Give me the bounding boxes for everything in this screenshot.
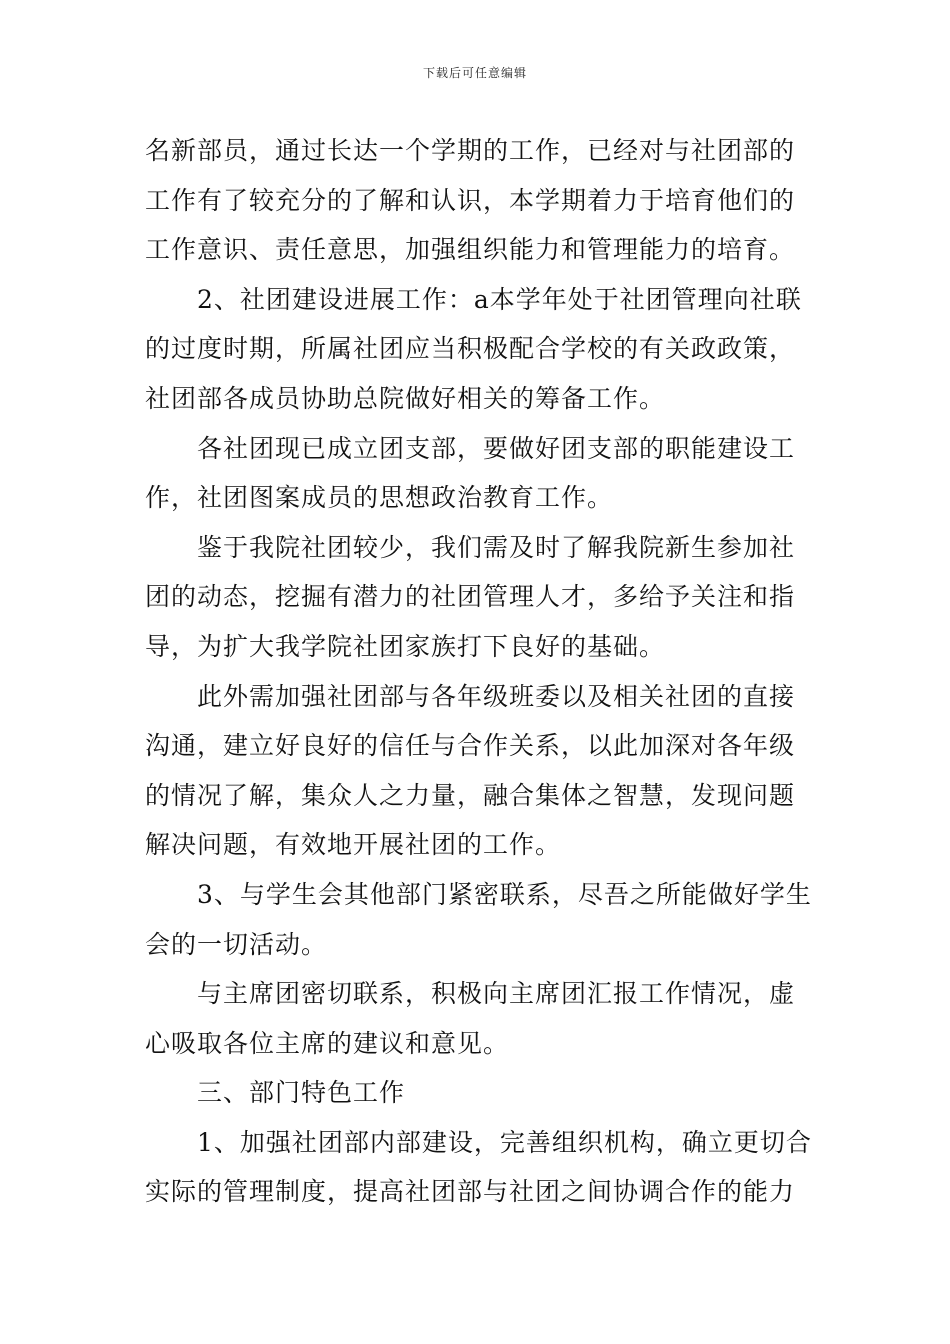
- page-header-note: 下载后可任意编辑: [422, 66, 527, 80]
- text-line: 工作意识、责任意思，加强组织能力和管理能力的培育。: [145, 235, 796, 265]
- text-line: 心吸取各位主席的建议和意见。: [145, 1028, 510, 1058]
- text-line: 的情况了解，集众人之力量，融合集体之智慧，发现问题: [145, 780, 796, 810]
- text-line: 工作有了较充分的了解和认识，本学期着力于培育他们的: [145, 185, 796, 215]
- text-line: 与主席团密切联系，积极向主席团汇报工作情况，虚: [197, 979, 796, 1009]
- text-line: 1、加强社团部内部建设，完善组织机构，确立更切合: [197, 1127, 812, 1157]
- text-line: 2、社团建设进展工作：a本学年处于社团管理向社联: [197, 284, 802, 314]
- text-line: 此外需加强社团部与各年级班委以及相关社团的直接: [197, 681, 796, 711]
- text-line: 沟通，建立好良好的信任与合作关系，以此加深对各年级: [145, 731, 796, 761]
- text-line: 作，社团图案成员的思想政治教育工作。: [145, 483, 614, 513]
- text-line: 导，为扩大我学院社团家族打下良好的基础。: [145, 631, 666, 661]
- document-body: [145, 126, 810, 1217]
- text-line: 各社团现已成立团支部，要做好团支部的职能建设工: [197, 433, 796, 463]
- section-heading: 三、部门特色工作: [197, 1078, 406, 1108]
- text-line: 会的一切活动。: [145, 929, 328, 959]
- text-line: 3、与学生会其他部门紧密联系，尽吾之所能做好学生: [197, 879, 812, 909]
- text-line: 的过度时期，所属社团应当积极配合学校的有关政政策，: [145, 334, 796, 364]
- text-line: 社团部各成员协助总院做好相关的筹备工作。: [145, 383, 666, 413]
- text-line: 名新部员，通过长达一个学期的工作，已经对与社团部的: [145, 136, 796, 165]
- text-line: 解决问题，有效地开展社团的工作。: [145, 830, 562, 860]
- text-line: 实际的管理制度，提高社团部与社团之间协调合作的能力: [145, 1177, 796, 1207]
- text-line: 团的动态，挖掘有潜力的社团管理人才，多给予关注和指: [145, 582, 796, 612]
- text-line: 鉴于我院社团较少，我们需及时了解我院新生参加社: [197, 532, 796, 562]
